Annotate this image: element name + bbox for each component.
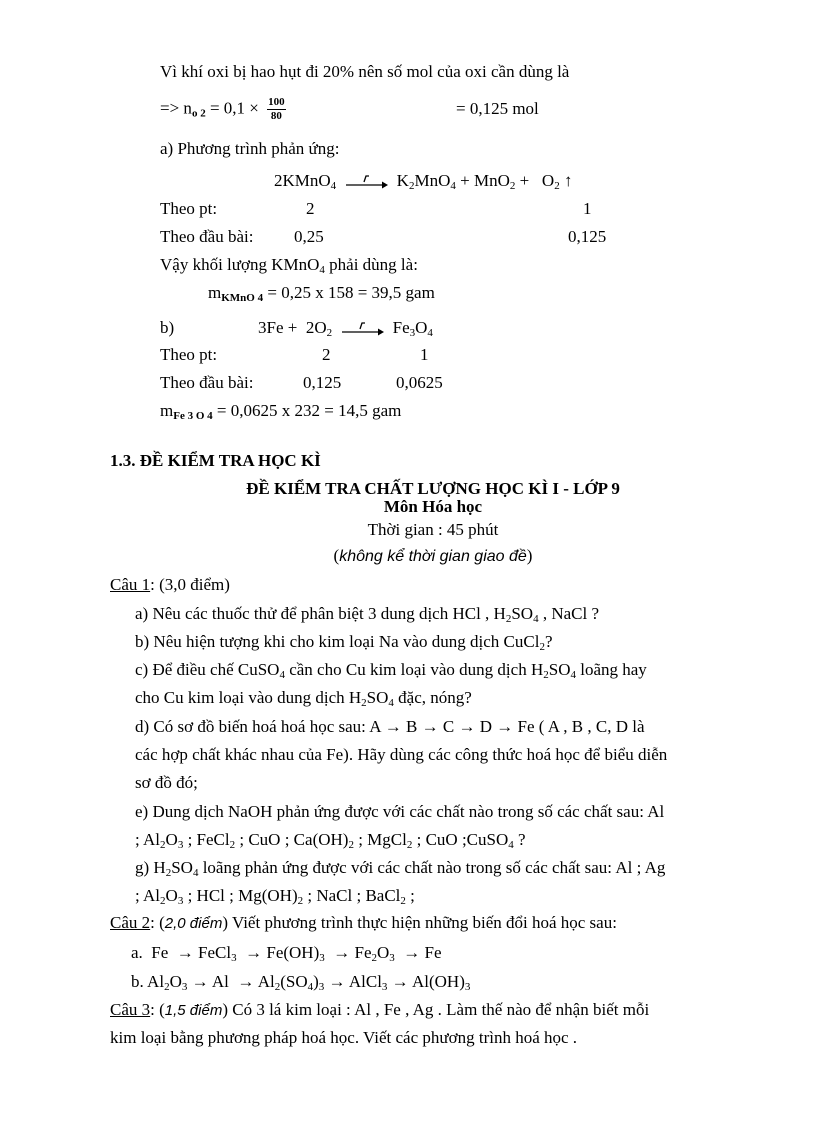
mass-fe3o4-calc: [160, 401, 401, 421]
eq1-products: $K_2MnO_4 + MnO_2 + O_2$ ↑: [396, 171, 573, 192]
mass1-eq: = 0,25 x 158 = 39,5 gam: [267, 283, 435, 302]
q2-points-open: : (: [150, 913, 165, 932]
mass-kmno4-calc: [208, 283, 435, 303]
fraction: [267, 96, 286, 123]
equation-1: [274, 171, 572, 191]
calc-prefix: => n: [160, 98, 192, 118]
fraction-numerator: 100: [268, 96, 285, 108]
ratio-kmno4-pt: 2: [306, 199, 315, 218]
q1-b: b) Nêu hiện tượng khi cho kim loại Na vào dung dịch CuCl$_2$?: [135, 632, 553, 653]
q3-line2: kim loại bằng phương pháp hoá học. Viết các phương trình hoá học .: [110, 1028, 578, 1047]
mass2-m: m: [160, 401, 174, 420]
part-b-label: b): [160, 318, 175, 337]
q2-points: 2,0 điểm: [164, 915, 223, 932]
eq1-reactant-sub: 4: [330, 180, 337, 192]
q3-points-open: : (: [150, 1000, 165, 1019]
conclusion-sub: 4: [319, 264, 325, 276]
q2-a: a. Fe → FeCl$_3$ → $Fe(OH)_3 \to Fe_2O_3 \to Fe$: [131, 943, 442, 964]
q2-b: b. $Al_2O_3 \to Al \to Al_2(SO_4)_3$ → AlCl$_3$ → $Al(OH)_3$: [131, 972, 471, 993]
theo-db-label-2: Theo đầu bài:: [160, 373, 254, 392]
q1-a: a) Nêu các thuốc thử để phân biệt 3 dung dịch HCl , $H_2SO_4$ , NaCl ?: [135, 604, 600, 625]
mass1-m: m: [208, 283, 222, 302]
q1-label: Câu 1: [110, 575, 151, 594]
heat-arrow-icon: [344, 175, 388, 189]
q1-g-line1: g) $H_2SO_4$ loãng phản ứng được với các chất nào trong số các chất sau: Al ; Ag: [135, 858, 666, 879]
note-close: ): [526, 546, 533, 565]
heat-arrow-icon: [340, 322, 384, 336]
q1-d-line2: các hợp chất khác nhau của Fe). Hãy dùng các công thức hoá học để biểu diễn: [135, 745, 668, 764]
exam-subject: Môn Hóa học: [383, 497, 483, 516]
q1-c-line2: cho Cu kim loại vào dung dịch $H_2SO_4$ đặc, nóng?: [135, 688, 472, 709]
q2-text: Viết phương trình thực hiện những biến đổi hoá học sau:: [228, 913, 617, 932]
eq2-product: $Fe_3O_4$: [392, 318, 433, 339]
mass2-sub: Fe 3 O 4: [173, 410, 213, 422]
q1-points: : (3,0 điểm): [150, 575, 230, 594]
oxygen-mol-calc: [160, 96, 290, 123]
q1-c-line1: c) Để điều chế CuSO$_4$ cần cho Cu kim loại vào dung dịch $H_2SO_4$ loãng hay: [135, 660, 647, 681]
exam-time: Thời gian : 45 phút: [367, 520, 499, 539]
q1-d-line1: d) Có sơ đồ biến hoá hoá học sau: A → B → C → D → Fe ( A , B , C, D là: [135, 717, 645, 736]
mol-fe3o4: 0,0625: [396, 373, 443, 392]
q2-label: Câu 2: [110, 913, 151, 932]
q3-points: 1,5 điểm: [164, 1002, 223, 1019]
exam-title: ĐỀ KIỂM TRA CHẤT LƯỢNG HỌC KÌ I - LỚP 9: [246, 479, 620, 498]
solution-line-1: Vì khí oxi bị hao hụt đi 20% nên số mol của oxi cần dùng là: [160, 62, 570, 81]
q2-points-close: ): [222, 913, 228, 932]
theo-pt-label-1: Theo pt:: [160, 199, 218, 218]
conclusion-tail: phải dùng là:: [324, 255, 418, 274]
section-heading: 1.3. ĐỀ KIỂM TRA HỌC KÌ: [110, 451, 321, 470]
q1-g-line2: ; $Al_2O_3$ ; HCl ; $Mg(OH)_2$ ; NaCl ; BaCl$_2$ ;: [135, 886, 415, 907]
mol-kmno4: 0,25: [294, 227, 324, 246]
mass2-eq: = 0,0625 x 232 = 14,5 gam: [216, 401, 402, 420]
calc-mid: = 0,1 ×: [209, 98, 259, 118]
exam-note: [0, 546, 816, 567]
q3-label: Câu 3: [110, 1000, 151, 1019]
equation-2: [258, 318, 433, 338]
note-text: không kể thời gian giao đề: [339, 548, 527, 565]
fraction-denominator: 80: [270, 110, 282, 122]
note-open: (: [333, 546, 340, 565]
q1-d-line3: sơ đồ đó;: [135, 773, 198, 792]
theo-pt-label-2: Theo pt:: [160, 345, 218, 364]
calc-sub: o 2: [191, 107, 206, 120]
eq1-reactant: 2KMnO: [274, 171, 331, 190]
q3-text1: Có 3 lá kim loại : Al , Fe , Ag . Làm thế nào để nhận biết mỗi: [228, 1000, 650, 1019]
mol-o2: 0,125: [568, 227, 607, 246]
part-a-heading: a) Phương trình phản ứng:: [160, 139, 340, 158]
q2-header: [110, 913, 617, 934]
q1-e-line1: e) Dung dịch NaOH phản ứng được với các chất nào trong số các chất sau: Al: [135, 802, 665, 821]
conclusion-line: [160, 255, 418, 275]
eq2-reactants: $3Fe + 2O_2$: [258, 318, 333, 339]
q1-header: [110, 575, 230, 595]
q3-line1: [110, 1000, 649, 1021]
q3-points-close: ): [222, 1000, 228, 1019]
ratio-fe3o4-pt: 1: [420, 345, 429, 364]
mol-o2-2: 0,125: [303, 373, 342, 392]
ratio-o2-pt-2: 2: [322, 345, 331, 364]
theo-db-label-1: Theo đầu bài:: [160, 227, 254, 246]
q1-e-line2: ; $Al_2O_3$ ; FeCl$_2$ ; CuO ; $Ca(OH)_2$ ; MgCl$_2$ ; CuO ;CuSO$_4$ ?: [135, 830, 526, 851]
calc-result: = 0,125 mol: [456, 99, 539, 118]
conclusion-text: Vậy khối lượng KMnO: [160, 255, 320, 274]
mass1-sub: KMnO 4: [221, 292, 264, 304]
ratio-o2-pt: 1: [583, 199, 592, 218]
